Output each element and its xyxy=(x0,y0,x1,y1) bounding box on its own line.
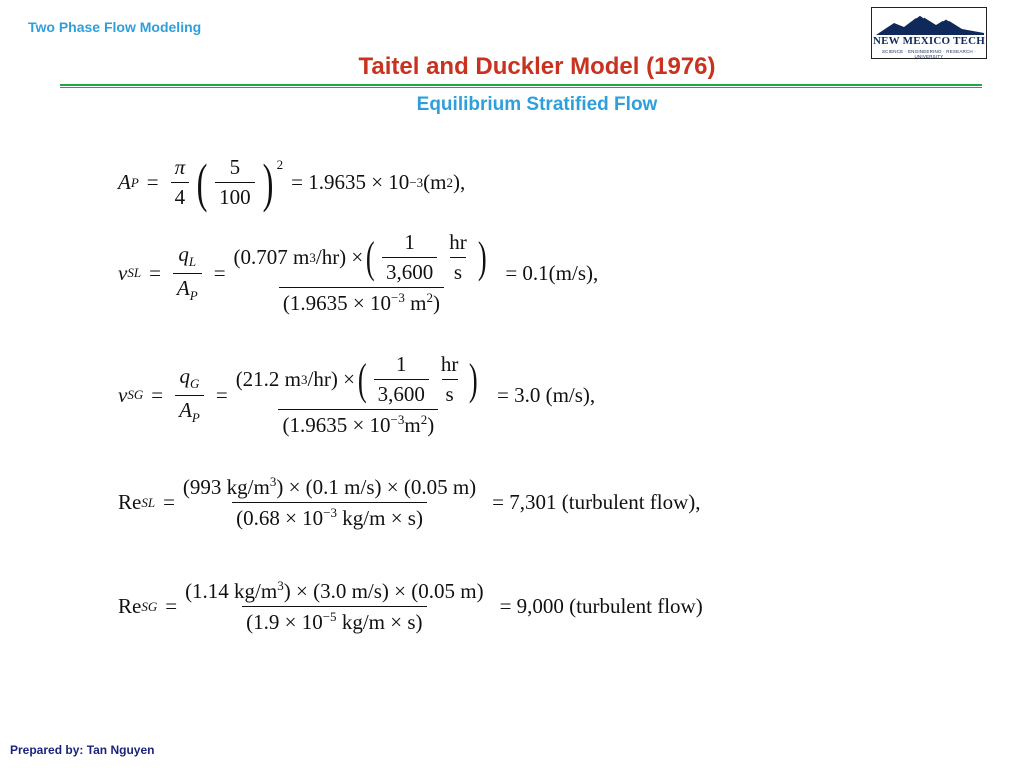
equation-gas-velocity: ν SG = $\frac{q_G}{A_P}$ = (21.2 m 3 /hr) × ( $\frac{1}{3,600}$ $\frac{hr}{s}$ ) $(1.9635 \times 10^{-3}m^2)$ = 3.0 (m/s), xyxy=(118,352,596,437)
ql-over-ap: $\frac{q_L}{A_P}$ xyxy=(173,242,202,303)
resg-fraction: $\frac{(1.14 kg/m^3) \times (3.0 m/s) \times (0.05 m)}{(1.9 \times 10^{-5} kg/m \times s)}$ xyxy=(185,578,484,634)
slide-subtitle: Equilibrium Stratified Flow xyxy=(416,94,658,115)
prepared-by: Prepared by: Tan Nguyen xyxy=(10,743,155,757)
diameter-fraction: $\frac{5}{100}$ xyxy=(215,155,255,210)
vsg-fraction: (21.2 m 3 /hr) × ( $\frac{1}{3,600}$ $\frac{hr}{s}$ ) $(1.9635 \times 10^{-3}m^2)$ xyxy=(235,352,479,437)
title-divider xyxy=(60,84,982,88)
mountain-icon xyxy=(876,11,984,35)
pi-over-four: $\frac{\pi}{4}$ xyxy=(171,155,190,210)
logo-tagline: SCIENCE · ENGINEERING · RESEARCH · UNIVERSITY xyxy=(881,49,977,59)
equation-liquid-velocity: ν SL = $\frac{q_L}{A_P}$ = (0.707 m 3 /hr) × ( $\frac{1}{3,600}$ $\frac{hr}{s}$ ) ($1.9635 \times 10^{-3}$ $m^2$) = 0.1(m/s), xyxy=(118,230,599,315)
slide-title: Taitel and Duckler Model (1976) xyxy=(358,53,716,80)
equation-pipe-area: A P = $\frac{\pi}{4}$ ( $\frac{5}{100}$ ) $^2$ = 1.9635 × 10 −3 (m 2 ), xyxy=(118,152,466,213)
vsl-fraction: (0.707 m 3 /hr) × ( $\frac{1}{3,600}$ $\frac{hr}{s}$ ) ($1.9635 \times 10^{-3}$ $m^2$) xyxy=(233,230,487,315)
logo-name: NEW MEXICO TECH xyxy=(872,35,985,47)
equation-reynolds-gas: Re SG = $\frac{(1.14 kg/m^3) \times (3.0 m/s) \times (0.05 m)}{(1.9 \times 10^{-5} kg/m \times s)}$ = 9,000 (turbulent flow) xyxy=(118,578,703,634)
resl-fraction: $\frac{(993 kg/m^3) \times (0.1 m/s) \times (0.05 m)}{(0.68 \times 10^{-3} kg/m \times s)}$ xyxy=(182,474,477,530)
course-title: Two Phase Flow Modeling xyxy=(28,19,202,35)
new-mexico-tech-logo xyxy=(871,7,987,59)
qg-over-ap: $\frac{q_G}{A_P}$ xyxy=(175,364,204,425)
equation-reynolds-liquid: Re SL = $\frac{(993 kg/m^3) \times (0.1 m/s) \times (0.05 m)}{(0.68 \times 10^{-3} kg/m \times s)}$ = 7,301 (turbulent flow), xyxy=(118,474,701,530)
